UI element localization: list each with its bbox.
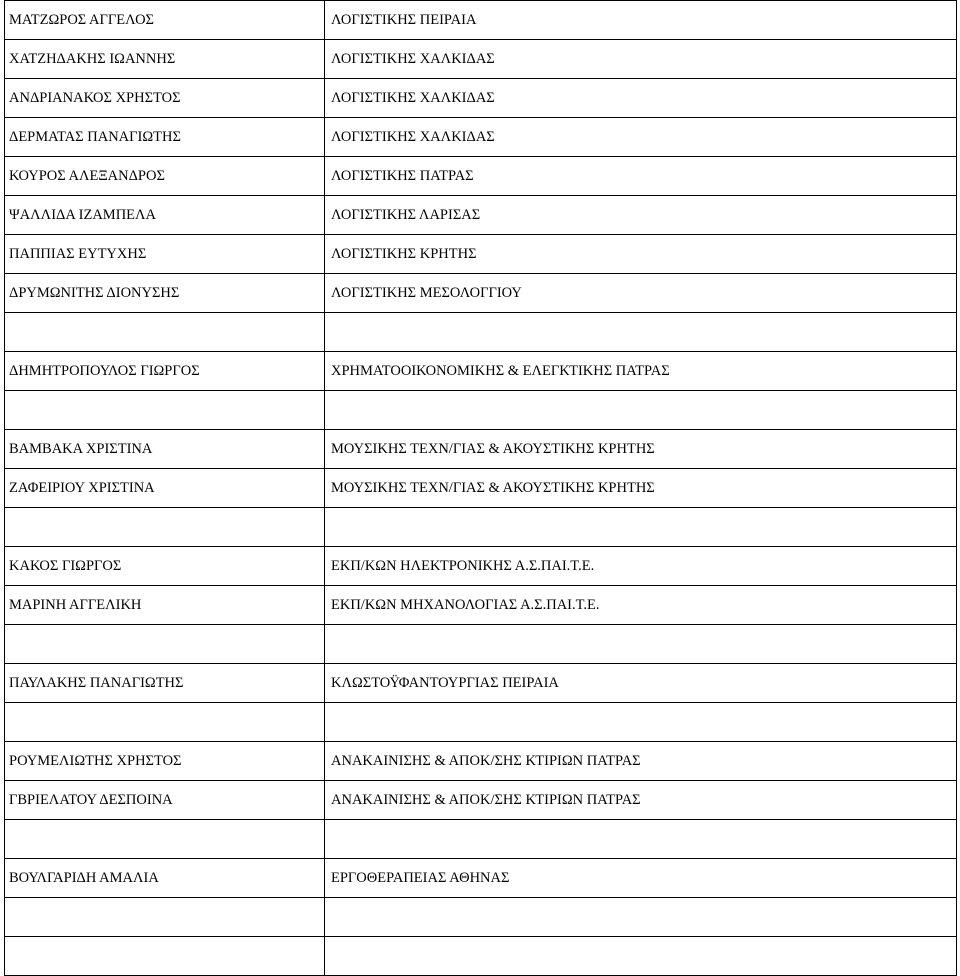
department-cell	[325, 391, 957, 430]
department-cell: ΛΟΓΙΣΤΙΚΗΣ ΠΑΤΡΑΣ	[325, 157, 957, 196]
name-cell	[5, 937, 325, 976]
department-cell: ΚΛΩΣΤΟΫΦΑΝΤΟΥΡΓΙΑΣ ΠΕΙΡΑΙΑ	[325, 664, 957, 703]
name-cell: ΓΒΡΙΕΛΑΤΟΥ ΔΕΣΠΟΙΝΑ	[5, 781, 325, 820]
department-cell: ΜΟΥΣΙΚΗΣ ΤΕΧΝ/ΓΙΑΣ & ΑΚΟΥΣΤΙΚΗΣ ΚΡΗΤΗΣ	[325, 430, 957, 469]
table-row	[5, 820, 957, 859]
department-cell	[325, 703, 957, 742]
table-row	[5, 391, 957, 430]
name-cell: ΚΟΥΡΟΣ ΑΛΕΞΑΝΔΡΟΣ	[5, 157, 325, 196]
name-cell	[5, 391, 325, 430]
table-row	[5, 547, 957, 586]
department-cell: ΧΡΗΜΑΤΟΟΙΚΟΝΟΜΙΚΗΣ & ΕΛΕΓΚΤΙΚΗΣ ΠΑΤΡΑΣ	[325, 352, 957, 391]
department-cell: ΛΟΓΙΣΤΙΚΗΣ ΧΑΛΚΙΔΑΣ	[325, 118, 957, 157]
department-cell: ΛΟΓΙΣΤΙΚΗΣ ΚΡΗΤΗΣ	[325, 235, 957, 274]
department-cell	[325, 508, 957, 547]
name-cell	[5, 703, 325, 742]
name-cell: ΠΑΠΠΙΑΣ ΕΥΤΥΧΗΣ	[5, 235, 325, 274]
department-cell	[325, 937, 957, 976]
department-cell: ΜΟΥΣΙΚΗΣ ΤΕΧΝ/ΓΙΑΣ & ΑΚΟΥΣΤΙΚΗΣ ΚΡΗΤΗΣ	[325, 469, 957, 508]
table-row	[5, 469, 957, 508]
name-cell: ΑΝΔΡΙΑΝΑΚΟΣ ΧΡΗΣΤΟΣ	[5, 79, 325, 118]
name-cell: ΒΟΥΛΓΑΡΙΔΗ ΑΜΑΛΙΑ	[5, 859, 325, 898]
table-row	[5, 781, 957, 820]
table-row	[5, 586, 957, 625]
table-row	[5, 313, 957, 352]
table-row	[5, 1, 957, 40]
name-cell: ΔΕΡΜΑΤΑΣ ΠΑΝΑΓΙΩΤΗΣ	[5, 118, 325, 157]
name-cell	[5, 508, 325, 547]
department-cell	[325, 898, 957, 937]
name-cell	[5, 313, 325, 352]
name-cell: ΒΑΜΒΑΚΑ ΧΡΙΣΤΙΝΑ	[5, 430, 325, 469]
department-cell: ΛΟΓΙΣΤΙΚΗΣ ΠΕΙΡΑΙΑ	[325, 1, 957, 40]
department-cell: ΑΝΑΚΑΙΝΙΣΗΣ & ΑΠΟΚ/ΣΗΣ ΚΤΙΡΙΩΝ ΠΑΤΡΑΣ	[325, 781, 957, 820]
name-cell: ΖΑΦΕΙΡΙΟΥ ΧΡΙΣΤΙΝΑ	[5, 469, 325, 508]
department-cell: ΛΟΓΙΣΤΙΚΗΣ ΧΑΛΚΙΔΑΣ	[325, 79, 957, 118]
department-cell: ΛΟΓΙΣΤΙΚΗΣ ΧΑΛΚΙΔΑΣ	[325, 40, 957, 79]
department-cell: ΑΝΑΚΑΙΝΙΣΗΣ & ΑΠΟΚ/ΣΗΣ ΚΤΙΡΙΩΝ ΠΑΤΡΑΣ	[325, 742, 957, 781]
table-row	[5, 937, 957, 976]
name-cell: ΜΑΤΖΩΡΟΣ ΑΓΓΕΛΟΣ	[5, 1, 325, 40]
name-cell: ΨΑΛΛΙΔΑ ΙΖΑΜΠΕΛΑ	[5, 196, 325, 235]
department-cell	[325, 313, 957, 352]
table-row	[5, 274, 957, 313]
department-cell	[325, 625, 957, 664]
table-row	[5, 196, 957, 235]
name-cell: ΔΗΜΗΤΡΟΠΟΥΛΟΣ ΓΙΩΡΓΟΣ	[5, 352, 325, 391]
table-row	[5, 118, 957, 157]
table-row	[5, 859, 957, 898]
department-cell	[325, 820, 957, 859]
name-cell: ΡΟΥΜΕΛΙΩΤΗΣ ΧΡΗΣΤΟΣ	[5, 742, 325, 781]
table-row	[5, 157, 957, 196]
name-cell	[5, 820, 325, 859]
table-row	[5, 508, 957, 547]
name-cell	[5, 898, 325, 937]
department-cell: ΕΚΠ/ΚΩΝ ΗΛΕΚΤΡΟΝΙΚΗΣ Α.Σ.ΠΑΙ.Τ.Ε.	[325, 547, 957, 586]
table-row	[5, 703, 957, 742]
roster-table	[4, 0, 957, 976]
table-row	[5, 898, 957, 937]
table-row	[5, 352, 957, 391]
department-cell: ΛΟΓΙΣΤΙΚΗΣ ΜΕΣΟΛΟΓΓΙΟΥ	[325, 274, 957, 313]
department-cell: ΕΡΓΟΘΕΡΑΠΕΙΑΣ ΑΘΗΝΑΣ	[325, 859, 957, 898]
name-cell: ΠΑΥΛΑΚΗΣ ΠΑΝΑΓΙΩΤΗΣ	[5, 664, 325, 703]
name-cell: ΔΡΥΜΩΝΙΤΗΣ ΔΙΟΝΥΣΗΣ	[5, 274, 325, 313]
name-cell: ΧΑΤΖΗΔΑΚΗΣ ΙΩΑΝΝΗΣ	[5, 40, 325, 79]
roster-table-body	[5, 1, 957, 976]
table-row	[5, 235, 957, 274]
table-row	[5, 430, 957, 469]
department-cell: ΕΚΠ/ΚΩΝ ΜΗΧΑΝΟΛΟΓΙΑΣ Α.Σ.ΠΑΙ.Τ.Ε.	[325, 586, 957, 625]
name-cell: ΚΑΚΟΣ ΓΙΩΡΓΟΣ	[5, 547, 325, 586]
table-row	[5, 625, 957, 664]
table-row	[5, 79, 957, 118]
table-row	[5, 742, 957, 781]
name-cell: ΜΑΡΙΝΗ ΑΓΓΕΛΙΚΗ	[5, 586, 325, 625]
table-row	[5, 664, 957, 703]
name-cell	[5, 625, 325, 664]
department-cell: ΛΟΓΙΣΤΙΚΗΣ ΛΑΡΙΣΑΣ	[325, 196, 957, 235]
table-row	[5, 40, 957, 79]
